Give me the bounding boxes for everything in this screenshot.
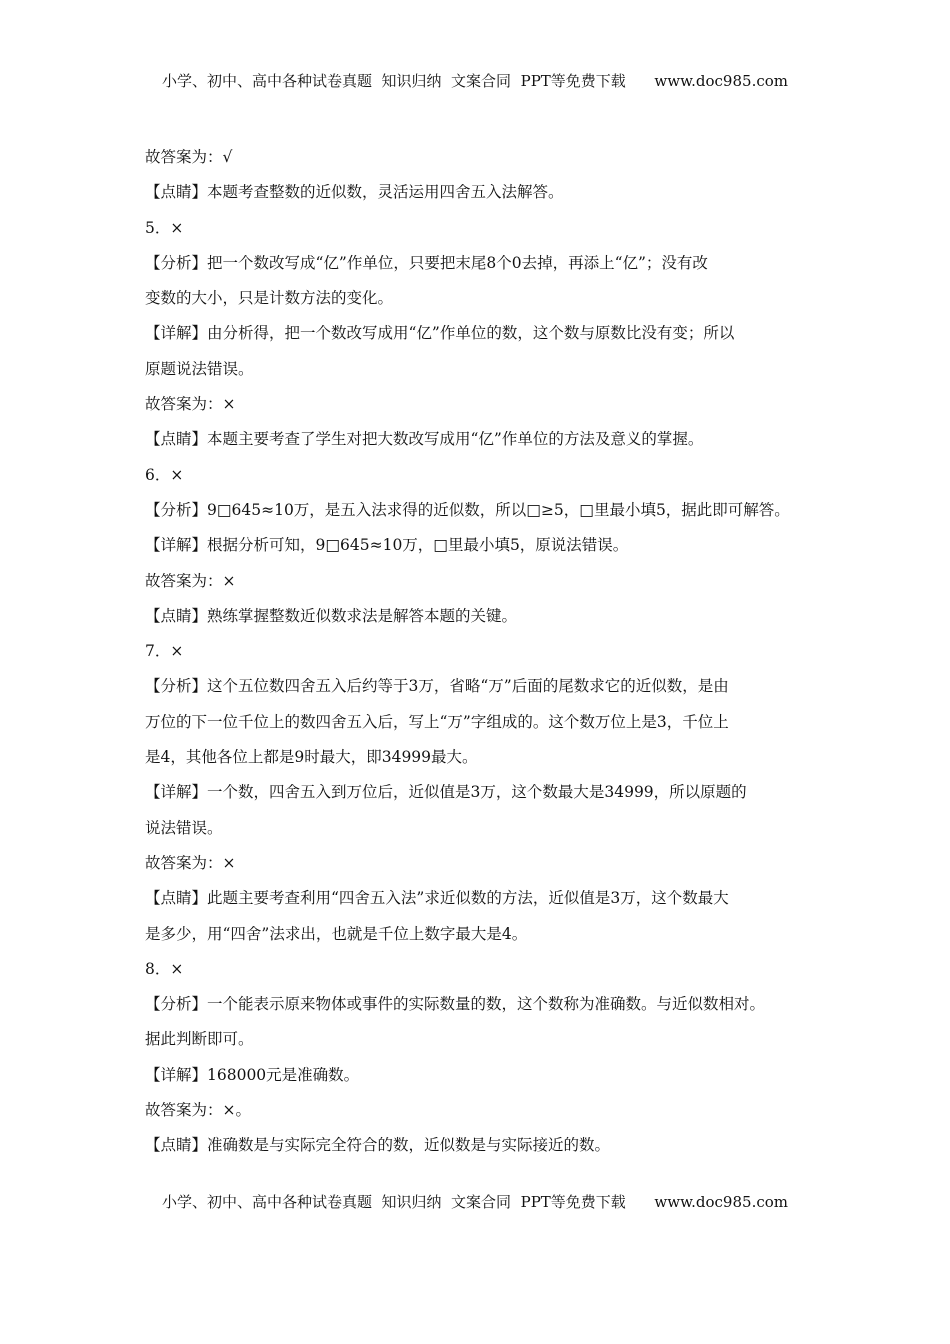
text-line: 【分析】这个五位数四舍五入后约等于3万，省略“万”后面的尾数求它的近似数，是由 bbox=[145, 677, 729, 696]
text-line: 【分析】一个能表示原来物体或事件的实际数量的数，这个数称为准确数。与近似数相对。 bbox=[145, 995, 766, 1014]
text-line: 6．× bbox=[145, 465, 184, 484]
text-line: 【详解】由分析得，把一个数改写成用“亿”作单位的数，这个数与原数比没有变；所以 bbox=[145, 324, 735, 343]
text-line: 【详解】根据分析可知，9□645≈10万，□里最小填5，原说法错误。 bbox=[145, 536, 629, 555]
text-line: 【点睛】熟练掌握整数近似数求法是解答本题的关键。 bbox=[145, 606, 518, 625]
document-body bbox=[145, 146, 835, 1170]
text-line: 是多少，用“四舍”法求出，也就是千位上数字最大是4。 bbox=[145, 924, 528, 943]
text-line: 【详解】168000元是准确数。 bbox=[145, 1065, 360, 1084]
text-line: 【点睛】准确数是与实际完全符合的数，近似数是与实际接近的数。 bbox=[145, 1136, 611, 1155]
text-line: 变数的大小，只是计数方法的变化。 bbox=[145, 289, 394, 308]
text-line: 【分析】把一个数改写成“亿”作单位，只要把末尾8个0去掉，再添上“亿”；没有改 bbox=[145, 253, 708, 272]
text-line: 故答案为：×。 bbox=[145, 1101, 251, 1120]
text-line: 5．× bbox=[145, 218, 184, 237]
text-line: 是4，其他各位上都是9时最大，即34999最大。 bbox=[145, 748, 478, 767]
text-line: 故答案为：× bbox=[145, 395, 236, 414]
text-line: 据此判断即可。 bbox=[145, 1030, 254, 1049]
text-line: 【点睛】本题主要考查了学生对把大数改写成用“亿”作单位的方法及意义的掌握。 bbox=[145, 430, 704, 449]
text-line: 故答案为：× bbox=[145, 853, 236, 872]
text-line: 【分析】9□645≈10万，是五入法求得的近似数，所以□≥5，□里最小填5，据此即可解答。 bbox=[145, 500, 790, 519]
page-footer: 小学、初中、高中各种试卷真题 知识归纳 文案合同 PPT等免费下载 www.doc985.com bbox=[161, 1193, 788, 1211]
text-line: 原题说法错误。 bbox=[145, 359, 254, 378]
text-line: 说法错误。 bbox=[145, 818, 223, 837]
text-line: 7．× bbox=[145, 642, 184, 661]
text-line: 【点睛】本题考查整数的近似数，灵活运用四舍五入法解答。 bbox=[145, 183, 564, 202]
page-header: 小学、初中、高中各种试卷真题 知识归纳 文案合同 PPT等免费下载 www.doc985.com bbox=[161, 72, 788, 90]
text-line: 【点睛】此题主要考查利用“四舍五入法”求近似数的方法，近似值是3万，这个数最大 bbox=[145, 889, 729, 908]
text-line: 故答案为：× bbox=[145, 571, 236, 590]
text-line: 故答案为：√ bbox=[145, 148, 233, 166]
text-line: 【详解】一个数，四舍五入到万位后，近似值是3万，这个数最大是34999，所以原题的 bbox=[145, 783, 747, 802]
text-line: 万位的下一位千位上的数四舍五入后，写上“万”字组成的。这个数万位上是3，千位上 bbox=[145, 712, 729, 731]
text-line: 8．× bbox=[145, 959, 184, 978]
